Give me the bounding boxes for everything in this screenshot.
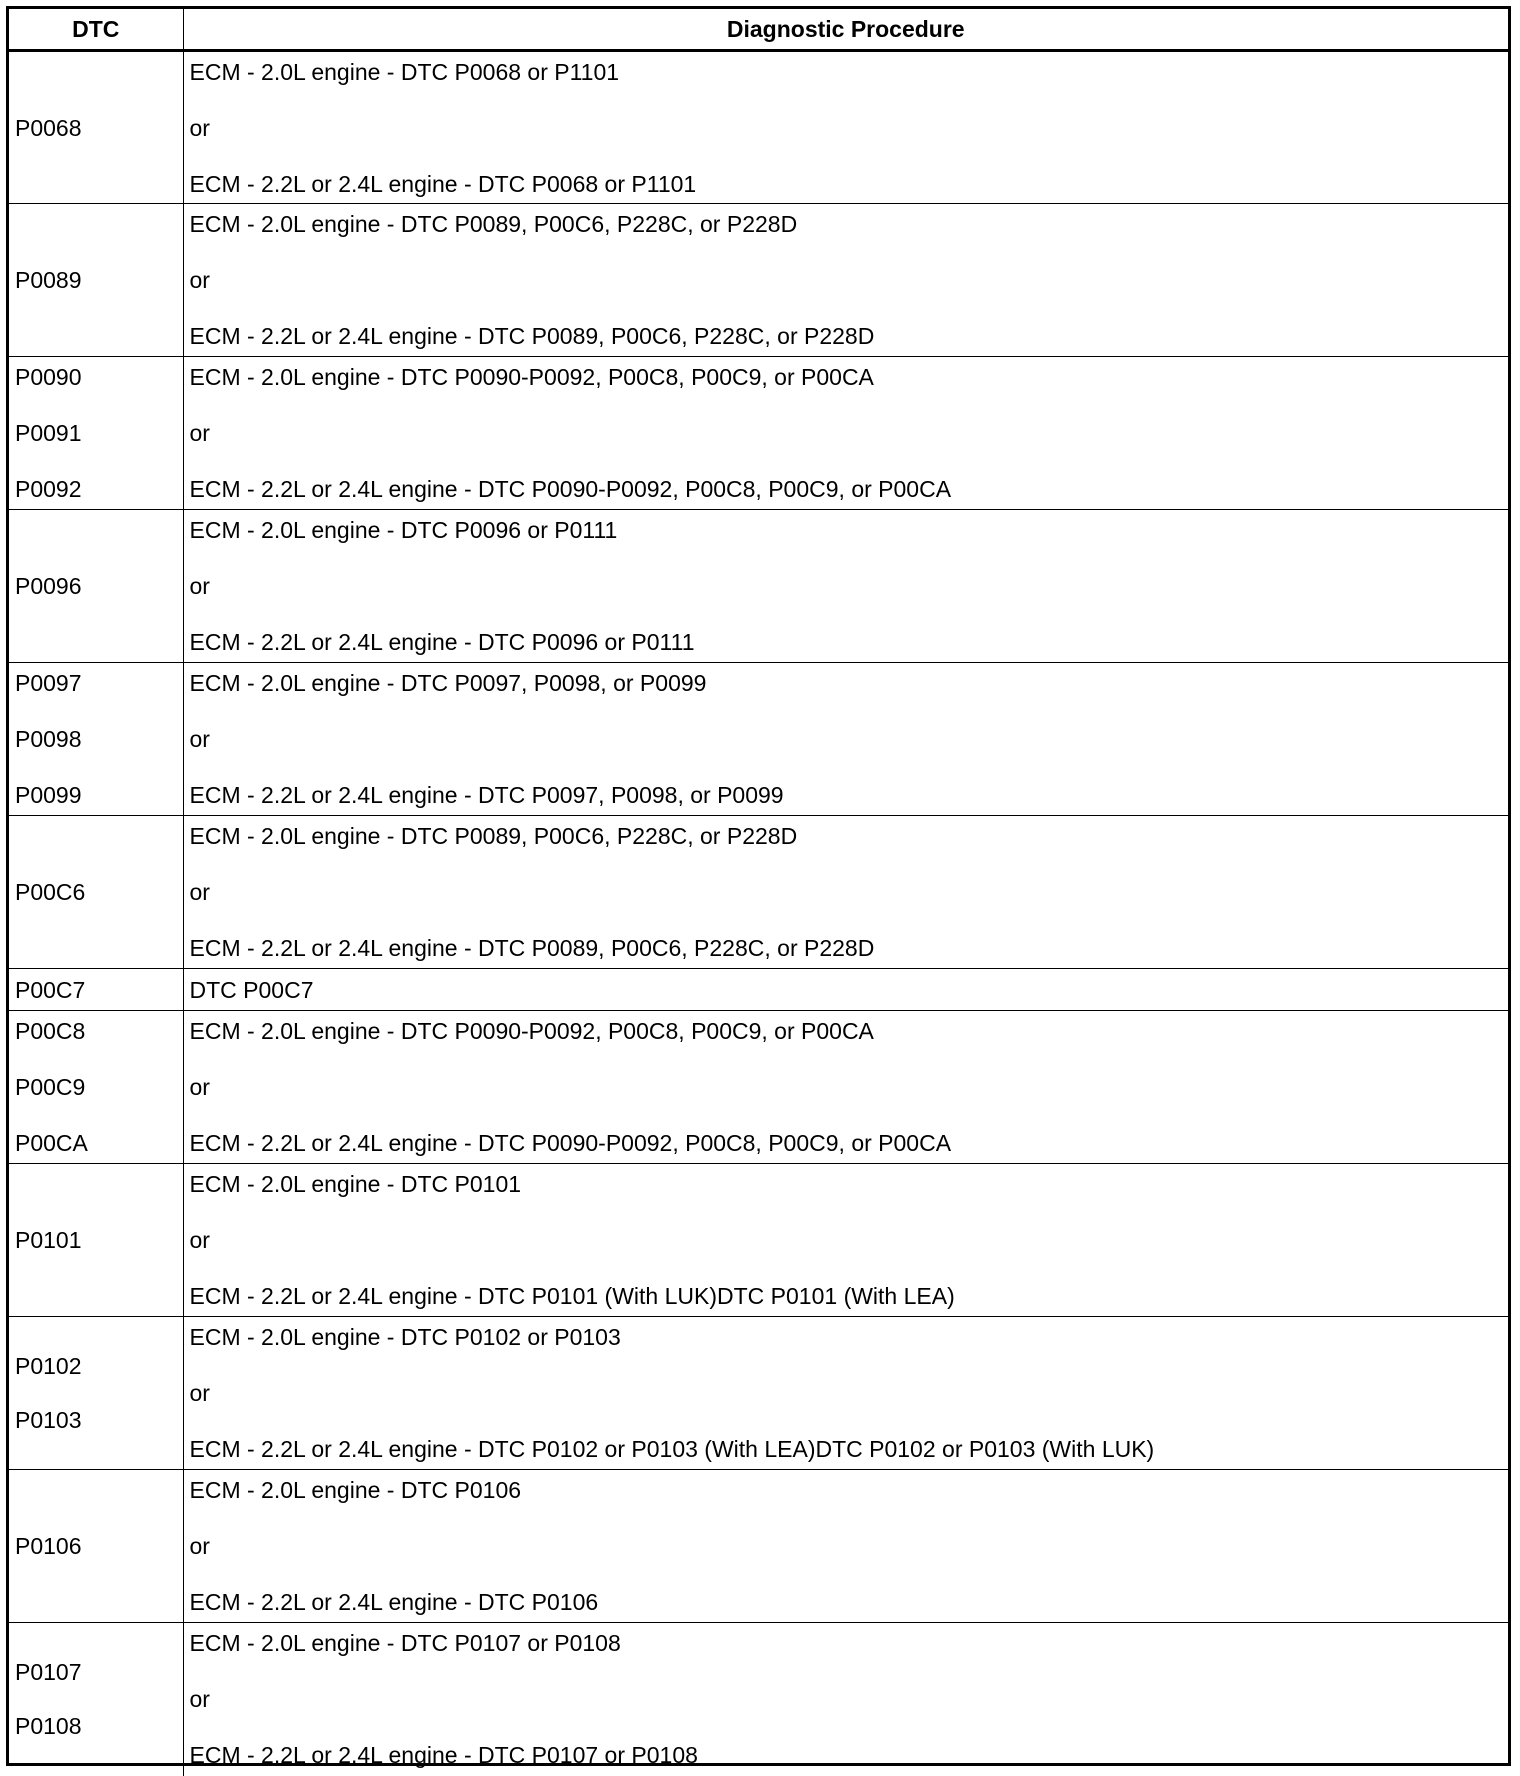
procedure-cell: [183, 663, 1508, 816]
dtc-code: P0068: [15, 114, 82, 141]
procedure-cell: [183, 1470, 1508, 1623]
procedure-separator: or: [189, 1686, 210, 1713]
procedure-link[interactable]: ECM - 2.0L engine - DTC P0068 or P1101: [189, 58, 620, 85]
procedure-separator: or: [189, 1227, 210, 1253]
procedure-link[interactable]: ECM - 2.0L engine - DTC P0090-P0092, P00C8, P00C9, or P00CA: [189, 1018, 874, 1044]
dtc-cell: [9, 51, 183, 204]
dtc-cell: [9, 1011, 183, 1164]
procedure-link[interactable]: ECM - 2.0L engine - DTC P0089, P00C6, P228C, or P228D: [189, 211, 798, 237]
procedure-link[interactable]: ECM - 2.2L or 2.4L engine - DTC P0101 (With LUK)DTC P0101 (With LEA): [189, 1283, 955, 1309]
procedure-separator: or: [189, 1074, 210, 1100]
dtc-cell: [9, 1470, 183, 1623]
procedure-separator: or: [189, 1533, 210, 1559]
procedure-cell: [183, 1164, 1508, 1317]
procedure-cell: [183, 510, 1508, 663]
dtc-column-header: DTC: [9, 9, 183, 51]
procedure-link[interactable]: ECM - 2.2L or 2.4L engine - DTC P0097, P0098, or P0099: [189, 782, 784, 808]
dtc-code: P0092: [15, 476, 82, 502]
dtc-cell: [9, 357, 183, 510]
table-header-row: [9, 9, 1508, 51]
dtc-cell: [9, 1623, 183, 1776]
procedure-cell: [183, 1317, 1508, 1470]
table-row: [9, 663, 1508, 816]
dtc-cell: [9, 1317, 183, 1470]
procedure-link[interactable]: ECM - 2.2L or 2.4L engine - DTC P0096 or P0111: [189, 629, 695, 655]
procedure-link[interactable]: ECM - 2.0L engine - DTC P0096 or P0111: [189, 517, 618, 543]
procedure-separator: or: [189, 573, 210, 599]
procedure-cell: [183, 969, 1508, 1011]
procedure-separator: or: [189, 420, 210, 446]
dtc-code: P00C9: [15, 1074, 86, 1100]
procedure-link[interactable]: ECM - 2.0L engine - DTC P0101: [189, 1171, 522, 1197]
dtc-code: P0089: [15, 267, 82, 293]
table-row: [9, 51, 1508, 204]
procedure-link[interactable]: ECM - 2.0L engine - DTC P0107 or P0108: [189, 1630, 621, 1657]
procedure-cell: [183, 204, 1508, 357]
procedure-link[interactable]: ECM - 2.0L engine - DTC P0106: [189, 1477, 522, 1503]
dtc-code: P0096: [15, 573, 82, 599]
dtc-cell: [9, 816, 183, 969]
procedure-link[interactable]: ECM - 2.2L or 2.4L engine - DTC P0089, P00C6, P228C, or P228D: [189, 323, 875, 349]
dtc-table: [9, 9, 1508, 1776]
dtc-code: P00C6: [15, 879, 86, 905]
procedure-link[interactable]: ECM - 2.0L engine - DTC P0089, P00C6, P228C, or P228D: [189, 823, 798, 849]
procedure-separator: or: [189, 879, 210, 905]
dtc-cell: [9, 969, 183, 1011]
procedure-link[interactable]: ECM - 2.0L engine - DTC P0097, P0098, or P0099: [189, 670, 707, 696]
dtc-code: P0106: [15, 1533, 82, 1559]
procedure-link[interactable]: ECM - 2.2L or 2.4L engine - DTC P0107 or P0108: [189, 1742, 698, 1769]
dtc-code: P0101: [15, 1227, 82, 1253]
dtc-code: P00C7: [15, 976, 86, 1003]
procedure-cell: [183, 1011, 1508, 1164]
table-row: [9, 816, 1508, 969]
procedure-separator: or: [189, 114, 210, 141]
procedure-link[interactable]: DTC P00C7: [189, 976, 314, 1003]
procedure-separator: or: [189, 267, 210, 293]
dtc-table-container: [6, 6, 1511, 1769]
dtc-cell: [9, 204, 183, 357]
table-row: [9, 1011, 1508, 1164]
dtc-cell: [9, 663, 183, 816]
dtc-code: P0099: [15, 782, 82, 808]
dtc-code: P0108: [15, 1713, 82, 1740]
dtc-code: P00CA: [15, 1130, 88, 1156]
dtc-code: P0097: [15, 670, 82, 696]
procedure-cell: [183, 357, 1508, 510]
dtc-code: P0090: [15, 364, 82, 390]
procedure-cell: [183, 816, 1508, 969]
procedure-link[interactable]: ECM - 2.2L or 2.4L engine - DTC P0089, P00C6, P228C, or P228D: [189, 935, 875, 961]
procedure-link[interactable]: ECM - 2.0L engine - DTC P0090-P0092, P00C8, P00C9, or P00CA: [189, 364, 874, 390]
table-row: [9, 204, 1508, 357]
procedure-column-header: Diagnostic Procedure: [183, 9, 1508, 51]
dtc-cell: [9, 510, 183, 663]
dtc-cell: [9, 1164, 183, 1317]
dtc-code: P0107: [15, 1659, 82, 1686]
table-row: [9, 1164, 1508, 1317]
procedure-separator: or: [189, 1380, 210, 1406]
table-row: [9, 510, 1508, 663]
procedure-link[interactable]: ECM - 2.2L or 2.4L engine - DTC P0106: [189, 1589, 599, 1615]
procedure-separator: or: [189, 726, 210, 752]
procedure-link[interactable]: ECM - 2.2L or 2.4L engine - DTC P0090-P0092, P00C8, P00C9, or P00CA: [189, 476, 952, 502]
table-row: [9, 357, 1508, 510]
procedure-link[interactable]: ECM - 2.2L or 2.4L engine - DTC P0068 or P1101: [189, 170, 697, 197]
dtc-code: P0098: [15, 726, 82, 752]
procedure-cell: [183, 1623, 1508, 1776]
procedure-link[interactable]: ECM - 2.0L engine - DTC P0102 or P0103: [189, 1324, 621, 1350]
procedure-link[interactable]: ECM - 2.2L or 2.4L engine - DTC P0090-P0092, P00C8, P00C9, or P00CA: [189, 1130, 952, 1156]
dtc-code: P0102: [15, 1353, 82, 1379]
procedure-cell: [183, 51, 1508, 204]
table-row: [9, 1470, 1508, 1623]
dtc-code: P0091: [15, 420, 82, 446]
table-row: [9, 1317, 1508, 1470]
table-row: [9, 969, 1508, 1011]
dtc-code: P0103: [15, 1407, 82, 1433]
dtc-code: P00C8: [15, 1018, 86, 1044]
procedure-link[interactable]: ECM - 2.2L or 2.4L engine - DTC P0102 or P0103 (With LEA)DTC P0102 or P0103 (With LUK): [189, 1436, 1155, 1462]
table-row: [9, 1623, 1508, 1776]
